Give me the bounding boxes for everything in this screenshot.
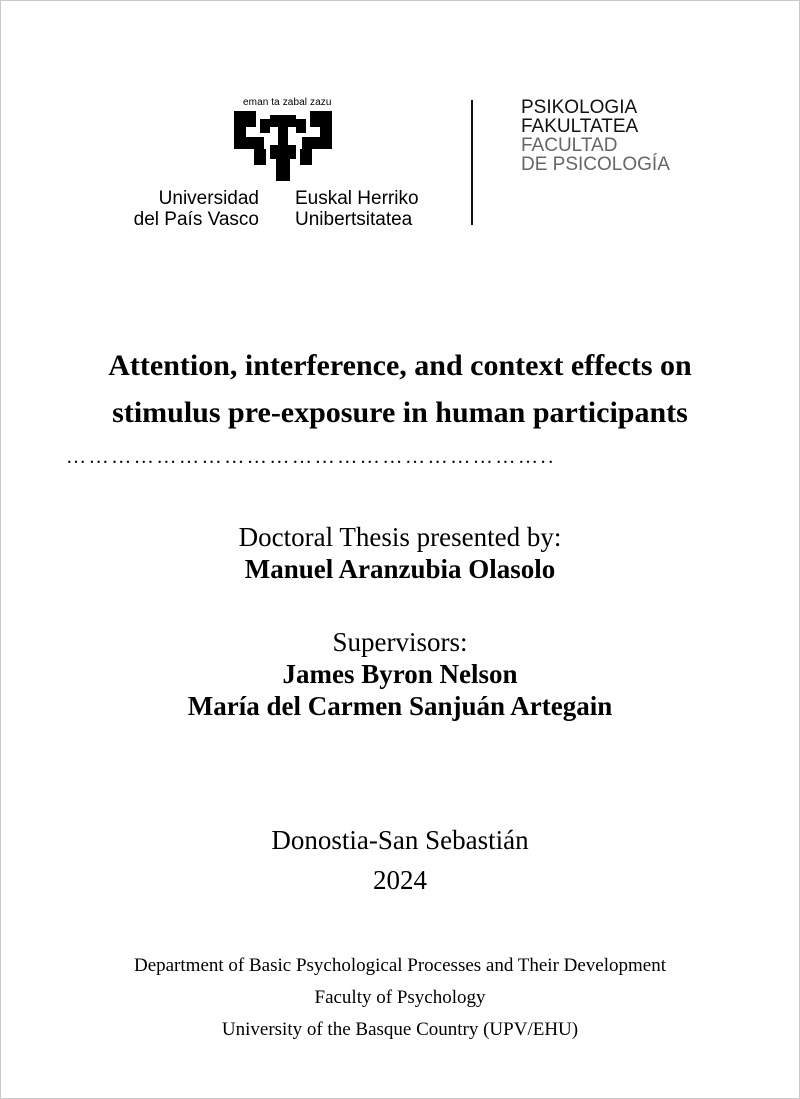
- supervisor-name: James Byron Nelson: [282, 659, 518, 689]
- upv-ehu-logo-icon: [234, 111, 332, 181]
- university-name-eu: [295, 188, 419, 230]
- thesis-title-line-2: stimulus pre-exposure in human participants: [112, 396, 688, 429]
- author-name: Manuel Aranzubia Olasolo: [244, 554, 556, 584]
- faculty-name-es-line-1: FACULTAD: [521, 135, 618, 156]
- university-name-eu-line-1: Euskal Herriko: [295, 188, 419, 209]
- university-name-es-line-2: del País Vasco: [133, 209, 259, 230]
- year: 2024: [373, 865, 427, 895]
- supervisors-label: Supervisors:: [332, 627, 468, 657]
- city: Donostia-San Sebastián: [271, 825, 529, 855]
- faculty-name: [521, 98, 670, 174]
- university-name-en: University of the Basque Country (UPV/EHU): [221, 1019, 579, 1040]
- dotted-separator: ………………………………………………………..: [66, 446, 556, 468]
- institution-block: [0, 950, 800, 1046]
- presentation-block: [0, 521, 800, 585]
- presented-by-label: Doctoral Thesis presented by:: [238, 522, 562, 552]
- supervisors-block: [0, 626, 800, 722]
- university-name-es-line-1: Universidad: [158, 188, 259, 209]
- thesis-title-line-1: Attention, interference, and context effects on: [108, 349, 692, 382]
- place-year-block: [0, 820, 800, 900]
- university-motto: eman ta zabal zazu: [243, 97, 332, 108]
- faculty-name-en: Faculty of Psychology: [314, 987, 486, 1008]
- university-name-eu-line-2: Unibertsitatea: [295, 209, 413, 230]
- department-name: Department of Basic Psychological Processes and Their Development: [133, 955, 667, 976]
- faculty-name-eu-line-2: FAKULTATEA: [521, 116, 639, 137]
- faculty-name-es-line-2: DE PSICOLOGÍA: [521, 154, 670, 175]
- thesis-title: [0, 342, 800, 436]
- header-divider: [471, 100, 473, 225]
- university-name-es: [134, 188, 259, 230]
- faculty-name-eu-line-1: PSIKOLOGIA: [521, 97, 638, 118]
- supervisor-name: María del Carmen Sanjuán Artegain: [187, 691, 613, 721]
